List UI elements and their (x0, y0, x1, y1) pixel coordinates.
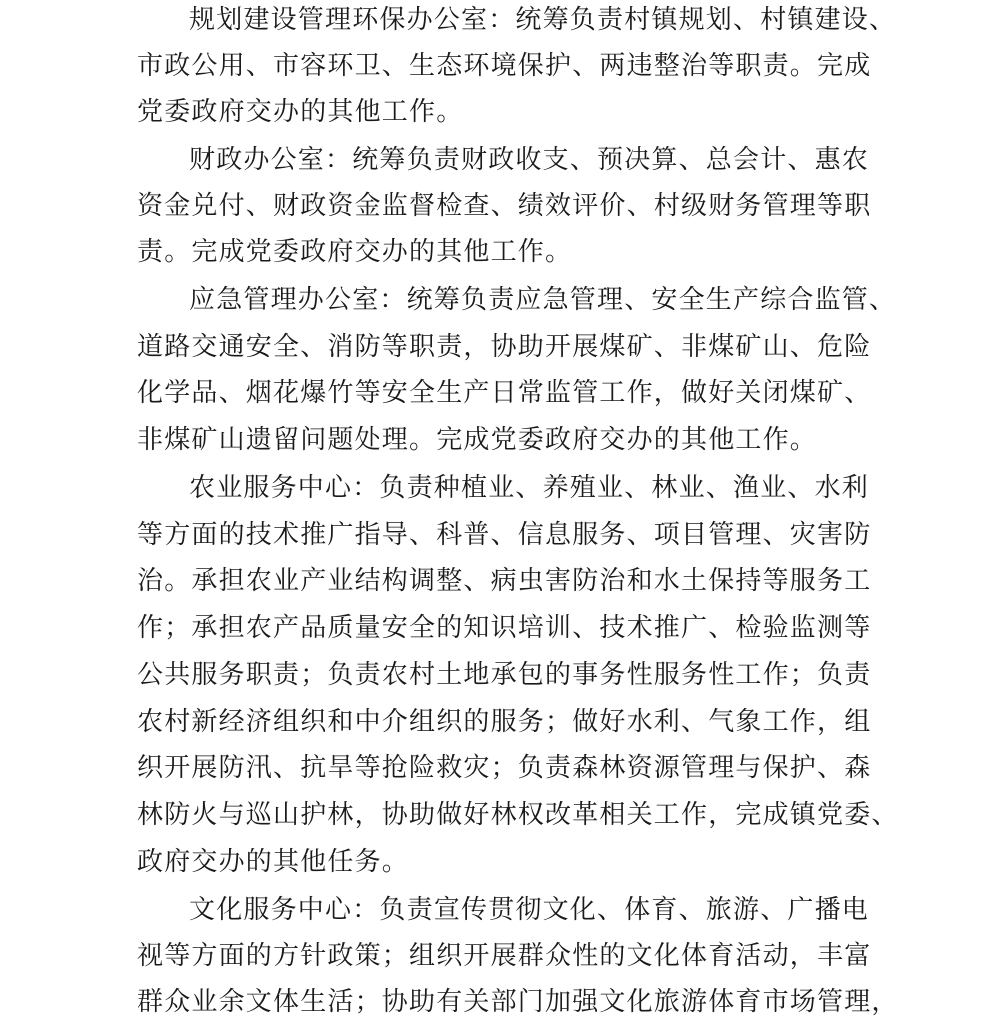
paragraph-line: 视等方面的方针政策；组织开展群众性的文化体育活动，丰富 (137, 941, 872, 971)
paragraph-line: 公共服务职责；负责农村土地承包的事务性服务性工作；负责 (137, 660, 872, 690)
paragraph-line: 责。完成党委政府交办的其他工作。 (137, 237, 573, 267)
paragraph-line: 财政办公室：统筹负责财政收支、预决算、总会计、惠农 (189, 145, 870, 175)
paragraph-line: 资金兑付、财政资金监督检查、绩效评价、村级财务管理等职 (137, 191, 872, 221)
paragraph-line: 应急管理办公室：统筹负责应急管理、安全生产综合监管、 (189, 285, 897, 315)
paragraph-line: 党委政府交办的其他工作。 (137, 97, 464, 127)
paragraph-line: 市政公用、市容环卫、生态环境保护、两违整治等职责。完成 (137, 51, 872, 81)
paragraph-line: 作；承担农产品质量安全的知识培训、技术推广、检验监测等 (137, 613, 872, 643)
paragraph-line: 道路交通安全、消防等职责，协助开展煤矿、非煤矿山、危险 (137, 332, 872, 362)
paragraph-line: 政府交办的其他任务。 (137, 847, 410, 877)
paragraph-line: 农业服务中心：负责种植业、养殖业、林业、渔业、水利 (189, 473, 870, 503)
paragraph-line: 林防火与巡山护林，协助做好林权改革相关工作，完成镇党委、 (137, 800, 899, 830)
paragraph-line: 等方面的技术推广指导、科普、信息服务、项目管理、灾害防 (137, 520, 872, 550)
paragraph-line: 治。承担农业产业结构调整、病虫害防治和水土保持等服务工 (137, 566, 872, 596)
paragraph-line: 非煤矿山遗留问题处理。完成党委政府交办的其他工作。 (137, 425, 818, 455)
paragraph-line: 规划建设管理环保办公室：统筹负责村镇规划、村镇建设、 (189, 5, 897, 35)
paragraph-line: 织开展防汛、抗旱等抢险救灾；负责森林资源管理与保护、森 (137, 753, 872, 783)
paragraph-line: 化学品、烟花爆竹等安全生产日常监管工作，做好关闭煤矿、 (137, 378, 872, 408)
paragraph-line: 群众业余文体生活；协助有关部门加强文化旅游体育市场管理， (137, 987, 899, 1017)
paragraph-line: 农村新经济组织和中介组织的服务；做好水利、气象工作，组 (137, 707, 872, 737)
paragraph-line: 文化服务中心：负责宣传贯彻文化、体育、旅游、广播电 (189, 895, 870, 925)
